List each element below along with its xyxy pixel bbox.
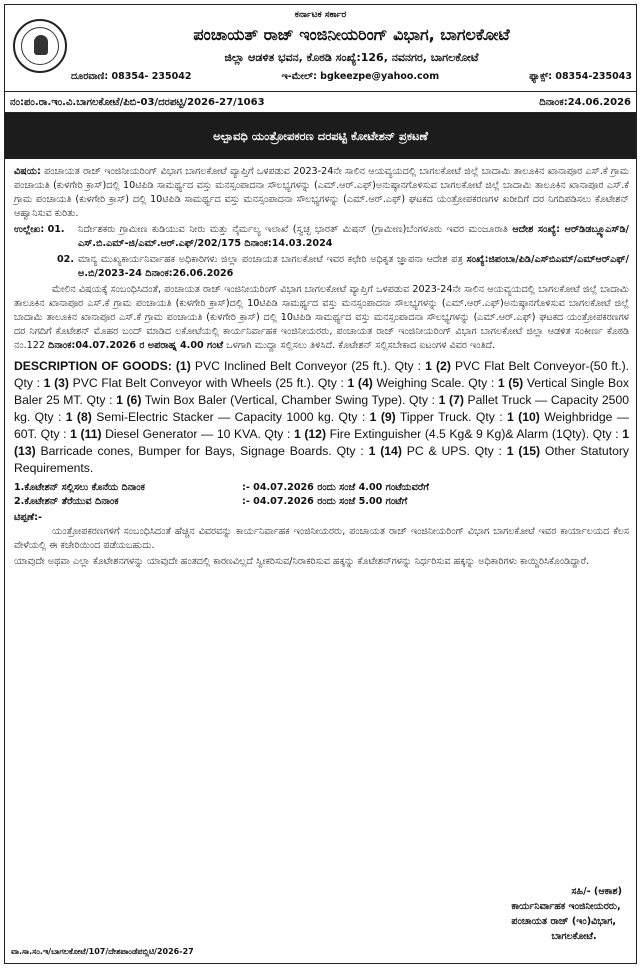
footer-code: ವಾ.ಸಾ.ಸಂ.ಇ/ಬಾಗಲಕೋಟೆ/107/ದೇಶಪಾಂಡೆಪಬ್ಲಿಟಿ/2026-27 (11, 947, 194, 956)
dates-block (14, 481, 629, 509)
references-label: ಉಲ್ಲೇಖ: 01. (14, 224, 65, 235)
goods-item-number: (14) (375, 444, 402, 458)
goods-item-text: Fire Extinguisher (4.5 Kg& 9 Kg)& Alarm (1Qty). Qty : (326, 427, 623, 441)
goods-item-text: PVC Flat Belt Conveyor with Wheels (25 ft.). Qty : (68, 376, 348, 390)
goods-item-text: PVC Flat Belt Conveyor-(50 ft.). Qty : (14, 359, 630, 390)
goods-item (73, 410, 377, 424)
goods-item-qty: 1 (293, 427, 301, 441)
goods-item-text: Barricade cones, Bumper for Bays, Signage Boards. Qty : (35, 444, 369, 458)
note-1: ಯಂತ್ರೋಪಕರಣಗಳಿಗೆ ಸಂಬಂಧಿಸಿದಂತೆ ಹೆಚ್ಚಿನ ವಿವರವನ್ನು ಕಾರ್ಯನಿರ್ವಾಹಕ ಇಂಜಿನೀಯರರು, ಪಂಚಾಯತ ರಾಜ್ ಇಂಜಿನೀಯರಿಂಗ್ ವಿಭಾಗ ಬಾಗಲಕೋಟೆ ಇವರ ಕಾರ್ಯಾಲಯದ ಕೆಲಸ ವೇಳೆಯಲ್ಲಿ ಈ ಕಚೇರಿಯಿಂದ ಪಡೆಯಬಹುದು. (14, 526, 629, 551)
fax: ಫ್ಯಾಕ್ಸ್: 08354-235043 (529, 71, 632, 82)
goods-item-text: PC & UPS. Qty : (401, 444, 507, 458)
goods-item-number: (7) (445, 393, 464, 407)
reference-date: ದಿನಾಂಕ:24.06.2026 (539, 96, 631, 108)
goods-item (376, 410, 513, 424)
department-name: ಪಂಚಾಯತ್ ರಾಜ್ ಇಂಜಿನೀಯರಿಂಗ್ ವಿಭಾಗ, ಬಾಗಲಕೋಟೆ (193, 25, 510, 44)
goods-item (77, 427, 301, 441)
title-banner (5, 113, 636, 159)
karnataka-emblem-icon (13, 19, 67, 73)
signatory-division: ಪಂಚಾಯತ ರಾಜ್ (ಇಂ)ವಿಭಾಗ, (511, 916, 617, 927)
goods-item (123, 393, 446, 407)
goods-item-text: Vertical Single Box Baler 25 MT. Qty : (14, 376, 629, 407)
goods-item-qty: 1 (506, 444, 514, 458)
goods-item-qty: 1 (65, 410, 73, 424)
goods-item-number: (12) (300, 427, 326, 441)
goods-item-qty: 1 (622, 427, 629, 441)
goods-item-qty: 1 (368, 444, 376, 458)
goods-item-qty: 1 (497, 376, 505, 390)
signatory-designation: ಕಾರ್ಯನಿರ್ವಾಹಕ ಇಂಜಿನೀಯರರು, (511, 901, 621, 912)
goods-item-number: (15) (513, 444, 541, 458)
notice-body (5, 159, 636, 569)
goods-item-text: Semi-Electric Stacker — Capacity 1000 kg. Qty : (91, 410, 370, 424)
reference-2 (14, 253, 629, 281)
signature-line: ಸಹಿ/- (ಆಕಾಶ) (571, 886, 622, 897)
goods-item-qty: 1 (369, 410, 377, 424)
goods-item (301, 427, 629, 441)
body-paragraph: ಮೇಲಿನ ವಿಷಯಕ್ಕೆ ಸಂಬಂಧಿಸಿದಂತೆ, ಪಂಚಾಯತ ರಾಜ್ ಇಂಜಿನೀಯರಿಂಗ್ ವಿಭಾಗ ಬಾಗಲಕೋಟೆ ವ್ಯಾಪ್ತಿಗೆ ಒಳಪಡುವ 2023-24ನೇ ಸಾಲಿನ ಆಯವ್ಯಯದಲ್ಲಿ ಬಾಗಲಕೋಟೆ ಜಿಲ್ಲೆ ಬಾದಾಮಿ ತಾಲೂಕಿನ ಖಾನಾಪೂರ ಎಸ್.ಕೆ ಗ್ರಾಮ ಪಂಚಾಯತಿ (ಕುಳಗೇರಿ ಕ್ರಾಸ್)ದಲ್ಲಿ 10ಟಿಪಿಡಿ ಸಾಮರ್ಥ್ಯದ ವಸ್ತು ಮನಸ್ಸಂಪಾದನಾ ಸೌಲಭ್ಯಗಳನ್ನು (ಎಮ್.ಆರ್.ಎಫ್)ಅನುಷ್ಠಾನಗೊಳಿಸುವ ಬಾಗಲಕೋಟೆ ಜಿಲ್ಲೆ ಬಾದಾಮಿ ತಾಲೂಕಿನ ಖಾನಾಪೂರ ಎಸ್.ಕೆ ಗ್ರಾಮ ಪಂಚಾಯತಿ (ಕುಳಗೇರಿ ಕ್ರಾಸ್) ದಲ್ಲಿ 10ಟಿಪಿಡಿ ಸಾಮರ್ಥ್ಯದ ವಸ್ತು ಮನಸ್ಸಂಪಾದನಾ ಸೌಲಭ್ಯಗಳನ್ನು (ಎಮ್.ಆರ್.ಎಫ್) ಘಟಕದ ಯಂತ್ರೋಪಕರಣಗಳ ದರ ನಿಗದಿಗೆ ಕೊಟೇಶನ್ ಮೊಹರ ಬಂದ್ ಮಾಡಿದ ಲಕೋಟೆಯಲ್ಲಿ ಕಾರ್ಯನಿರ್ವಾಹಕ ಇಂಜಿನೀಯರರು, ಪಂಚಾಯತ ರಾಜ್ ಇಂಜಿನೀಯರಿಂಗ್ ವಿಭಾಗ ಬಾಗಲಕೋಟೆ ಜಿಲ್ಲಾ ಆಡಳಿತ ಸಂಕೀರ್ಣ ಕೊಠಡಿ ನಂ.122 ದಿನಾಂಕ:04.07.2026 ರ ಅಪರಾಹ್ನ 4.00 ಗಂಟೆ ಒಳಗಾಗಿ ಮುದ್ದಾ ಸಲ್ಲಿಸಲು ತಿಳಿಸಿದೆ. ಕೊಟೇಶನ್ ಸಲ್ಲಿಸಬೇಕಾದ ಐಟಂಗಳ ವಿವರ ಇಂತಿದೆ. (14, 284, 629, 351)
goods-item-qty: 1 (70, 427, 77, 441)
reference-1-text: ನಿರ್ದೇಶಕರು ಗ್ರಾಮೀಣ ಕುಡಿಯುವ ನೀರು ಮತ್ತು ನೈರ್ಮಲ್ಯ ಇಲಾಖೆ (ಸ್ವಚ್ಛ ಭಾರತ್ ಮಿಷನ್ (ಗ್ರಾಮೀಣ)ಬೆಂಗಳೂರು ಇವರ ಮಂಜೂರಾತಿ ಆದೇಶ ಸಂಖ್ಯೆ: ಆರ್‌ಡಿಡಬ್ಲ್ಯೂಎಸ್‌ಡಿ/ಎಸ್.ಬಿ.ಎಮ್-ಜಿ/ಎಮ್.ಆರ್.ಎಫ್/202/175 ದಿನಾಂಕ:14.03.2024 (78, 224, 629, 249)
goods-item-qty: 1 (43, 376, 51, 390)
goods-item (50, 376, 354, 390)
goods-item (375, 444, 513, 458)
goods-item-qty: 1 (347, 376, 355, 390)
signatory-place: ಬಾಗಲಕೋಟೆ. (551, 931, 597, 942)
signature-block (511, 884, 622, 944)
phone: ದೂರವಾಣಿ: 08354- 235042 (71, 71, 192, 82)
office-address: ಜಿಲ್ಲಾ ಆಡಳಿತ ಭವನ, ಕೊಠಡಿ ಸಂಖ್ಯೆ:126, ನವನಗರ, ಬಾಗಲಕೋಟೆ (224, 51, 479, 64)
reference-2-text: ಮಾನ್ಯ ಮುಖ್ಯಕಾರ್ಯನಿರ್ವಾಹಕ ಅಧಿಕಾರಿಗಳು ಜಿಲ್ಲಾ ಪಂಚಾಯತ ಬಾಗಲಕೋಟೆ ಇವರ ಕಛೇರಿ ಅಧಿಕೃತ ಜ್ಞಾಪನಾ ಆದೇಶ ಪತ್ರ ಸಂಖ್ಯೆ:ಜಿಪಂಬಾ/ಪಿಡಿ/ಎಸ್‌ಬಿಎಮ್/ಎಮ್‌ಆರ್‌ಎಫ್/ಅ.ಬಿ/2023-24 ದಿನಾಂಕ:26.06.2026 (78, 254, 629, 279)
goods-heading: DESCRIPTION OF GOODS: (14, 359, 172, 373)
subject-text: ಪಂಚಾಯತ ರಾಜ್ ಇಂಜಿನೀಯರಿಂಗ್ ವಿಭಾಗ ಬಾಗಲಕೋಟೆ ವ್ಯಾಪ್ತಿಗೆ ಒಳಪಡುವ 2023-24ನೇ ಸಾಲಿನ ಆಯವ್ಯಯದಲ್ಲಿ ಬಾಗಲಕೋಟೆ ಜಿಲ್ಲೆ ಬಾದಾಮಿ ತಾಲೂಕಿನ ಖಾನಾಪೂರ ಎಸ್.ಕೆ ಗ್ರಾಮ ಪಂಚಾಯತಿ (ಕುಳಗೇರಿ ಕ್ರಾಸ್)ದಲ್ಲಿ 10ಟಿಪಿಡಿ ಸಾಮರ್ಥ್ಯದ ವಸ್ತು ಮನಸ್ಸಂಪಾದನಾ ಸೌಲಭ್ಯಗಳನ್ನು (ಎಮ್.ಆರ್.ಎಫ್)ಅನುಷ್ಠಾನಗೊಳಿಸುವ ಬಾಗಲಕೋಟೆ ಜಿಲ್ಲೆ ಬಾದಾಮಿ ತಾಲೂಕಿನ ಖಾನಾಪೂರ ಎಸ್.ಕೆ ಗ್ರಾಮ ಪಂಚಾಯತಿ (ಕುಳಗೇರಿ ಕ್ರಾಸ್) ದಲ್ಲಿ 10ಟಿಪಿಡಿ ಸಾಮರ್ಥ್ಯದ ವಸ್ತು ಮನಸ್ಸಂಪಾದನಾ ಸೌಲಭ್ಯಗಳನ್ನು (ಎಮ್.ಆರ್.ಎಫ್) ಘಟಕದ ಯಂತ್ರೋಪಕರಣಗಳ ಖರೀದಿಗೆ ದರ ನಿಗದಿಪಡಿಸಲು ಕೊಟೇಶನ್ ಆಹ್ವಾನಿಸುವ ಕುರಿತು. (14, 166, 629, 219)
goods-item (14, 444, 375, 458)
subject-label: ವಿಷಯ: (14, 166, 41, 177)
note-2: ಯಾವುದೇ ಅಥವಾ ಎಲ್ಲಾ ಕೊಟೇಶನಗಳನ್ನು ಯಾವುದೇ ಹಂತದಲ್ಲಿ ಕಾರಣವಿಲ್ಲದೆ ಸ್ವೀಕರಿಸುವ/ನಿರಾಕರಿಸುವ ಹಕ್ಕನ್ನು ಕೊಟೇಶನ್‌ಗಳನ್ನು ನಿರ್ಧರಿಸುವ ಹಕ್ಕನ್ನು ಅಧಿಕಾರಿಗಳು ಕಾಯ್ದಿರಿಸಿಕೊಂಡಿದ್ದಾರೆ. (14, 556, 590, 567)
goods-item-number: (5) (504, 376, 524, 390)
goods-item-text: Weighbridge — 60T. Qty : (14, 410, 630, 441)
goods-item (176, 359, 432, 373)
contact-row (71, 71, 632, 82)
goods-item-number: (1) (175, 359, 191, 373)
goods-item-qty: 1 (425, 359, 432, 373)
goods-item-number: (13) (14, 444, 36, 458)
reference-number: ನಂ:ಪಂ.ರಾ.ಇಂ.ವಿ.ಬಾಗಲಕೋಟೆ/ಪಿಬಿ-03/ದರಪಟ್ಟಿ/2026-27/1063 (10, 96, 265, 108)
goods-item-text: Twin Box Baler (Vertical, Chamber Swing Type). Qty : (141, 393, 439, 407)
government-name: ಕರ್ನಾಟಕ ಸರ್ಕಾರ (294, 10, 347, 20)
notice-page (4, 4, 637, 964)
subject (14, 165, 629, 221)
goods-item-number: (8) (72, 410, 92, 424)
reference-1 (14, 223, 629, 251)
goods-item-number: (4) (354, 376, 373, 390)
goods-item-number: (2) (431, 359, 451, 373)
goods-item-text: Tipper Truck. Qty : (395, 410, 508, 424)
goods-item (354, 376, 504, 390)
goods-item-number: (9) (376, 410, 396, 424)
email: ಇ-ಮೇಲ್: bgkeezpe@yahoo.com (281, 71, 440, 82)
goods-item-number: (6) (122, 393, 142, 407)
goods-item-number: (11) (76, 427, 102, 441)
goods-item-number: (10) (513, 410, 540, 424)
goods-item-number: (3) (50, 376, 69, 390)
goods-description (14, 358, 629, 477)
opening-date-row: 2.ಕೊಟೇಶನ್ ತೆರೆಯುವ ದಿನಾಂಕ :- 04.07.2026 ರಂದು ಸಂಜೆ 5.00 ಗಂಟೆಗೆ (14, 496, 408, 507)
goods-item-qty: 1 (116, 393, 123, 407)
notice-title: ಅಲ್ಪಾವಧಿ ಯಂತ್ರೋಪಕರಣ ದರಪಟ್ಟಿ ಕೋಟೇಶನ್ ಪ್ರಕಟಣೆ (213, 128, 428, 143)
notes-heading: ಟಿಪ್ಪಣೆ:- (14, 512, 42, 523)
letterhead (5, 5, 636, 92)
goods-item-text: Weighing Scale. Qty : (372, 376, 498, 390)
goods-item-text: Other Statutory Requirements. (14, 444, 630, 475)
goods-item-qty: 1 (438, 393, 446, 407)
reference-2-number: 02. (57, 254, 74, 265)
goods-list (14, 359, 629, 475)
goods-item-text: Diesel Generator — 10 KVA. Qty : (101, 427, 294, 441)
goods-item-qty: 1 (507, 410, 514, 424)
reference-row (5, 92, 636, 113)
last-date-row: 1.ಕೊಟೇಶನ್ ಸಲ್ಲಿಸಲು ಕೊನೆಯ ದಿನಾಂಕ :- 04.07.2026 ರಂದು ಸಂಜೆ 4.00 ಗಂಟೆಯವರೆಗೆ (14, 482, 429, 493)
goods-item-text: Pallet Truck — Capacity 2500 kg. Qty : (14, 393, 630, 424)
goods-item-text: PVC Inclined Belt Conveyor (25 ft.). Qty : (190, 359, 426, 373)
